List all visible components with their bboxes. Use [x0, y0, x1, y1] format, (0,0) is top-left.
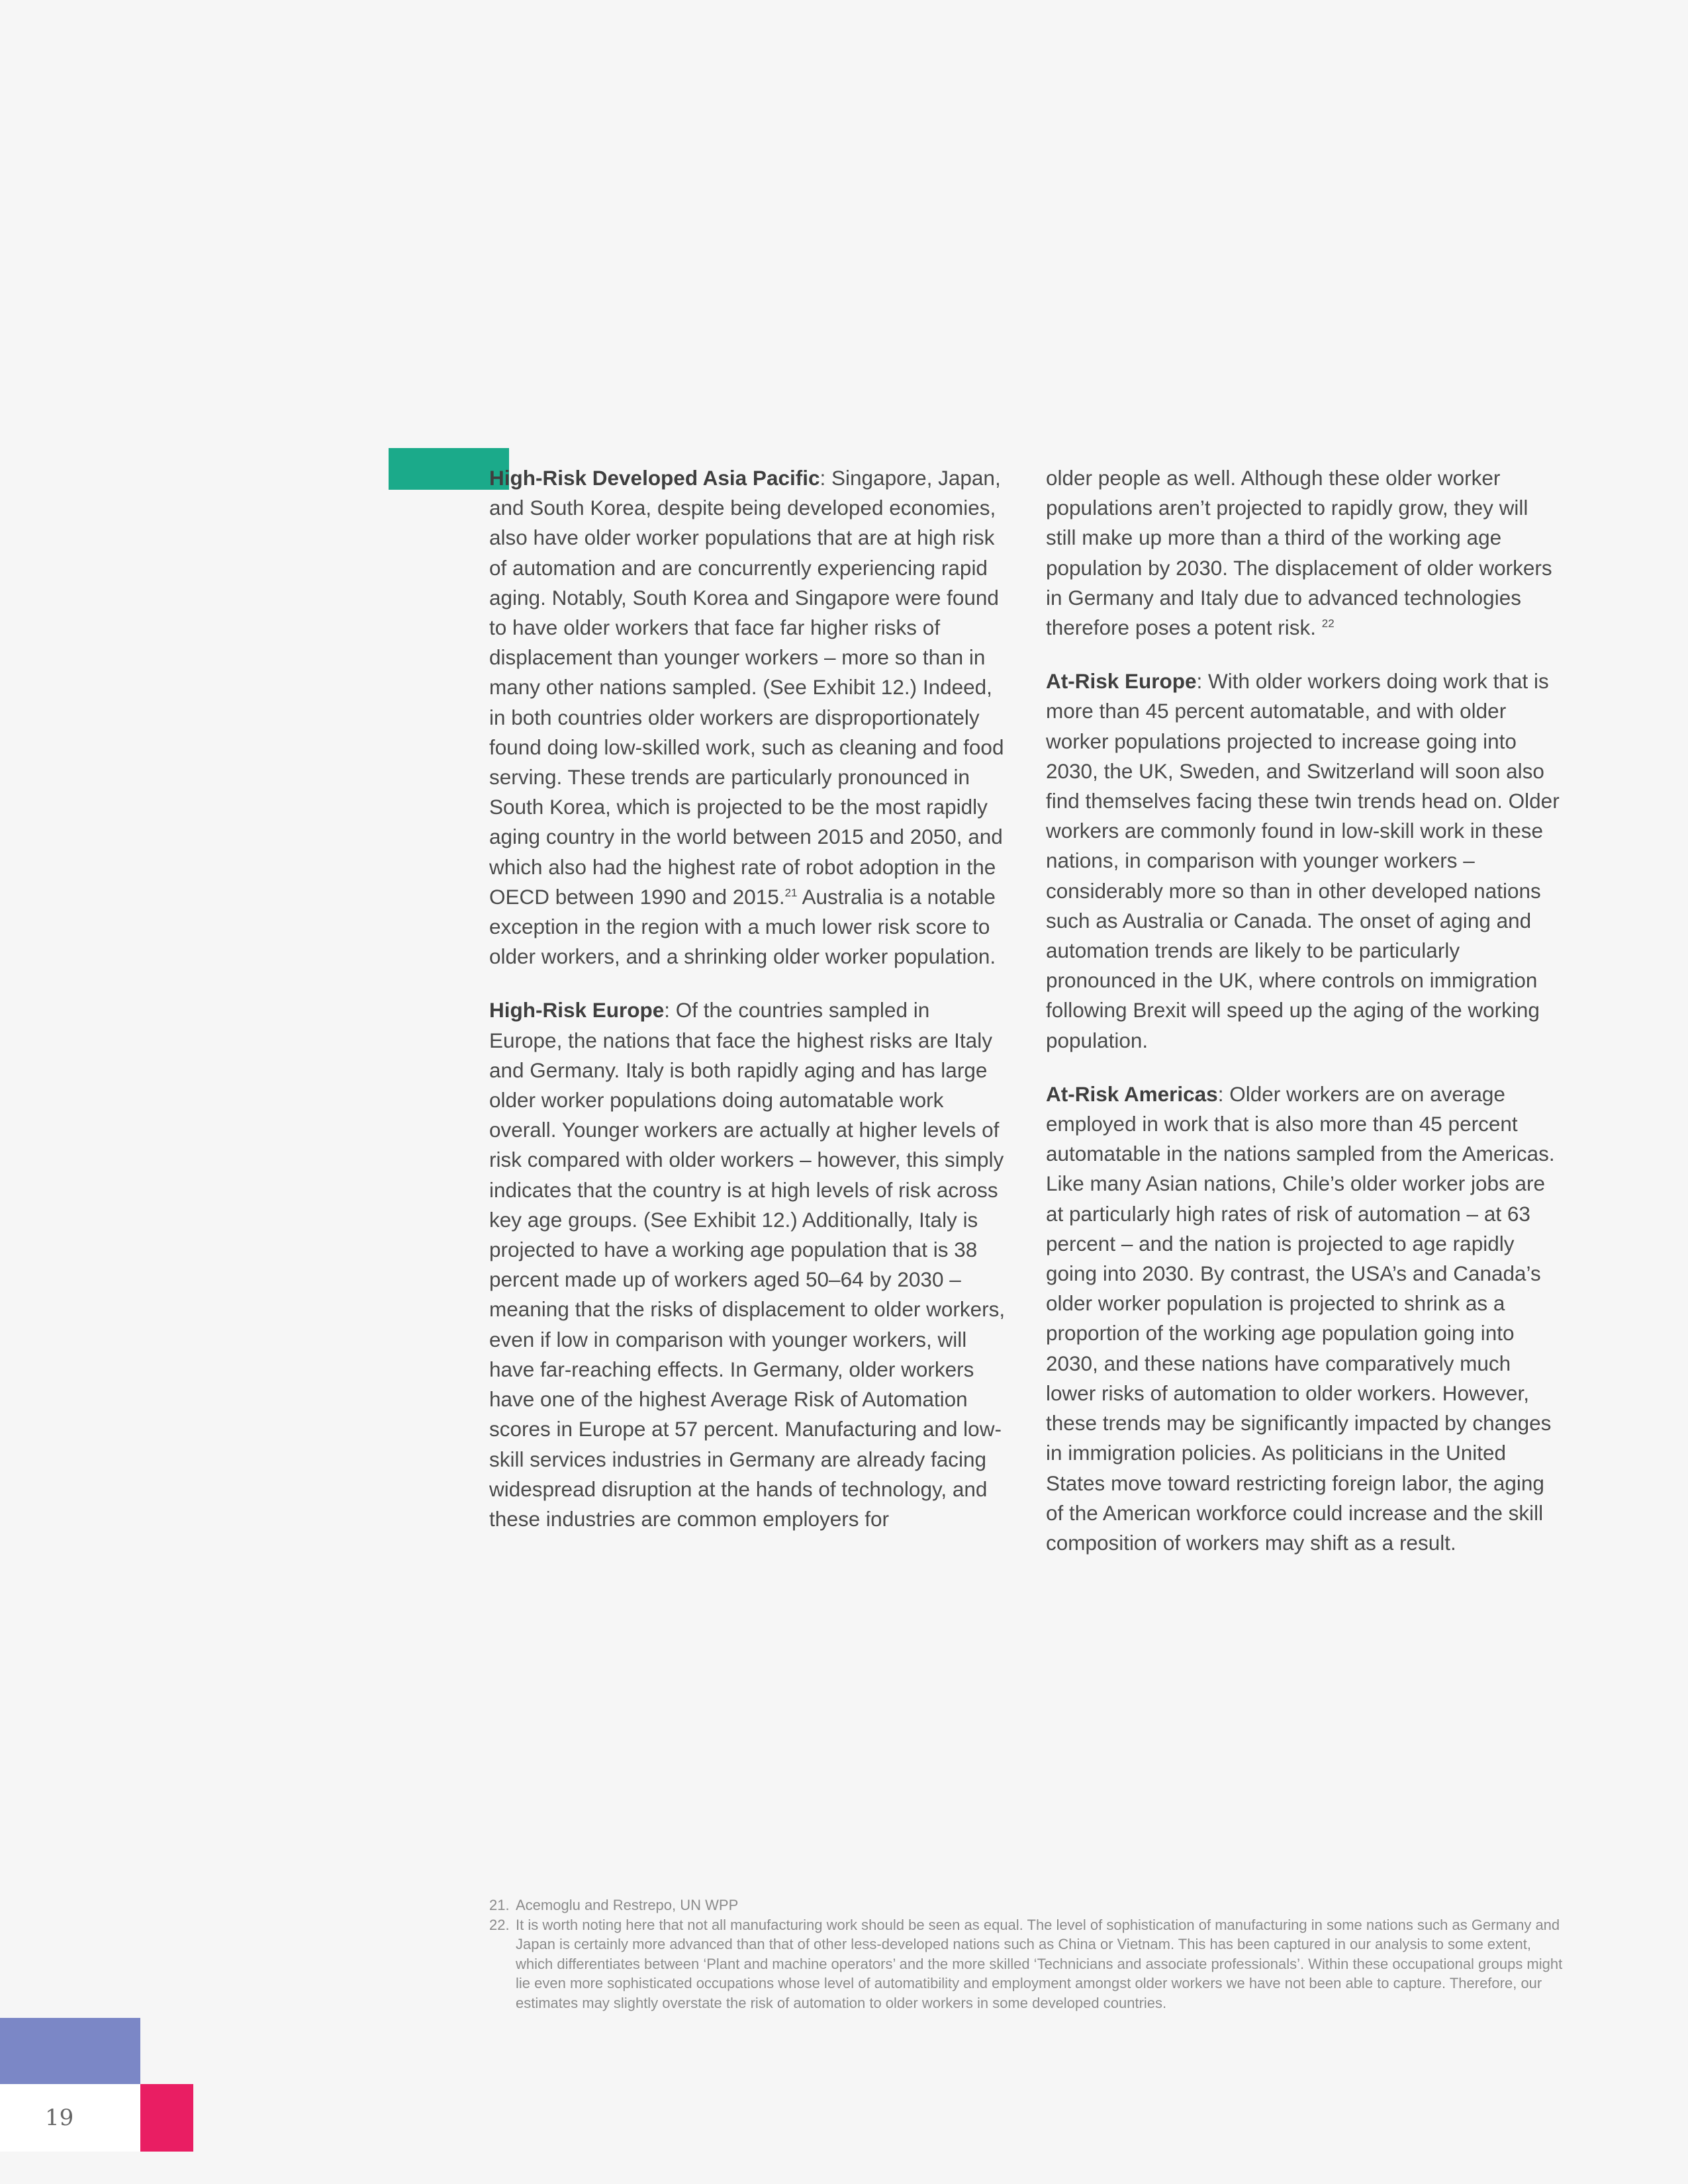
footnote-number: 22. [489, 1916, 510, 1933]
heading-asia-pacific: High-Risk Developed Asia Pacific [489, 466, 820, 490]
footnote-number: 21. [489, 1897, 510, 1913]
footnote-ref-22[interactable]: 22 [1321, 617, 1335, 630]
heading-at-risk-europe: At-Risk Europe [1046, 669, 1197, 694]
paragraph-high-risk-europe [489, 995, 1006, 1534]
body-text: Australia is a notable exception in the region with a much lower risk score to older workers, and a shrinking older worker population. [489, 884, 996, 969]
paragraph-at-risk-europe [1046, 666, 1562, 1056]
paragraph-at-risk-americas [1046, 1079, 1562, 1558]
right-column [1046, 463, 1562, 1582]
body-text: older people as well. Although these older worker populations aren’t projected to rapidly grow, they will still make up more than a third of the working age population by 2030. The displacement of older workers in Germany and Italy due to advanced technologies therefore poses a potent risk. [1046, 466, 1552, 640]
paragraph-asia-pacific [489, 463, 1006, 972]
footnote [489, 1915, 1568, 2013]
page-number: 19 [45, 2105, 74, 2131]
decorative-block-blue [0, 2018, 140, 2084]
footnote [489, 1895, 1568, 1915]
heading-high-risk-europe: High-Risk Europe [489, 998, 665, 1023]
body-text: : With older workers doing work that is more than 45 percent automatable, and with older worker populations projected to increase going into 2030, the UK, Sweden, and Switzerland will soon also find themselves facing these twin trends head on. Older workers are commonly found in low-skill work in these nations, in comparison with younger workers – considerably more so than in other developed nations such as Australia or Canada. The onset of aging and automation trends are likely to be particularly pronounced in the UK, where controls on immigration following Brexit will speed up the aging of the working population. [1046, 669, 1560, 1052]
body-text: : Of the countries sampled in Europe, the nations that face the highest risks are Italy and Germany. Italy is both rapidly aging and has large older worker populations doing automatable work overall. Younger workers are actually at higher levels of risk compared with older workers – however, this simply indicates that the country is at high levels of risk across key age groups. (See Exhibit 12.) Additionally, Italy is projected to have a working age population that is 38 percent made up of workers aged 50–64 by 2030 – meaning that the risks of displacement to older workers, even if low in comparison with younger workers, will have far-reaching effects. In Germany, older workers have one of the highest Average Risk of Automation scores in Europe at 57 percent. Manufacturing and low-skill services industries in Germany are already facing widespread disruption at the hands of technology, and these industries are common employers for [489, 998, 1006, 1531]
paragraph-continuation [1046, 463, 1562, 643]
decorative-block-pink [140, 2084, 193, 2152]
body-text: : Singapore, Japan, and South Korea, despite being developed economies, also have older worker populations that are at high risk of automation and are concurrently experiencing rapid aging. Notably, South Korea and Singapore were found to have older workers that face far higher risks of displacement than younger workers – more so than in many other nations sampled. (See Exhibit 12.) Indeed, in both countries older workers are disproportionately found doing low-skilled work, such as cleaning and food serving. These trends are particularly pronounced in South Korea, which is projected to be the most rapidly aging country in the world between 2015 and 2050, and which also had the highest rate of robot adoption in the OECD between 1990 and 2015. [489, 466, 1004, 909]
heading-at-risk-americas: At-Risk Americas [1046, 1081, 1218, 1106]
footnotes [489, 1895, 1568, 2013]
left-column [489, 463, 1006, 1558]
footnote-text: It is worth noting here that not all manufacturing work should be seen as equal. The level of sophistication of manufacturing in some nations such as Germany and Japan is certainly more advanced than that of other less-developed nations such as China or Vietnam. This has been captured in our analysis to some extent, which differentiates between ‘Plant and machine operators’ and the more skilled ‘Technicians and associate professionals’. Within these occupational groups might lie even more sophisticated occupations whose level of automatibility and employment amongst older workers we have not been able to capture. Therefore, our estimates may slightly overstate the risk of automation to older workers in some developed countries. [516, 1916, 1563, 2011]
footnote-ref-21[interactable]: 21 [784, 886, 798, 899]
body-text: : Older workers are on average employed in work that is also more than 45 percent automatable in the nations sampled from the Americas. Like many Asian nations, Chile’s older worker jobs are at particularly high rates of risk of automation – at 63 percent – and the nation is projected to age rapidly going into 2030. By contrast, the USA’s and Canada’s older worker population is projected to shrink as a proportion of the working age population going into 2030, and these nations have comparatively much lower risks of automation to older workers. However, these trends may be significantly impacted by changes in immigration policies. As politicians in the United States move toward restricting foreign labor, the aging of the American workforce could increase and the skill composition of workers may shift as a result. [1046, 1081, 1555, 1555]
footnote-text: Acemoglu and Restrepo, UN WPP [516, 1897, 739, 1913]
